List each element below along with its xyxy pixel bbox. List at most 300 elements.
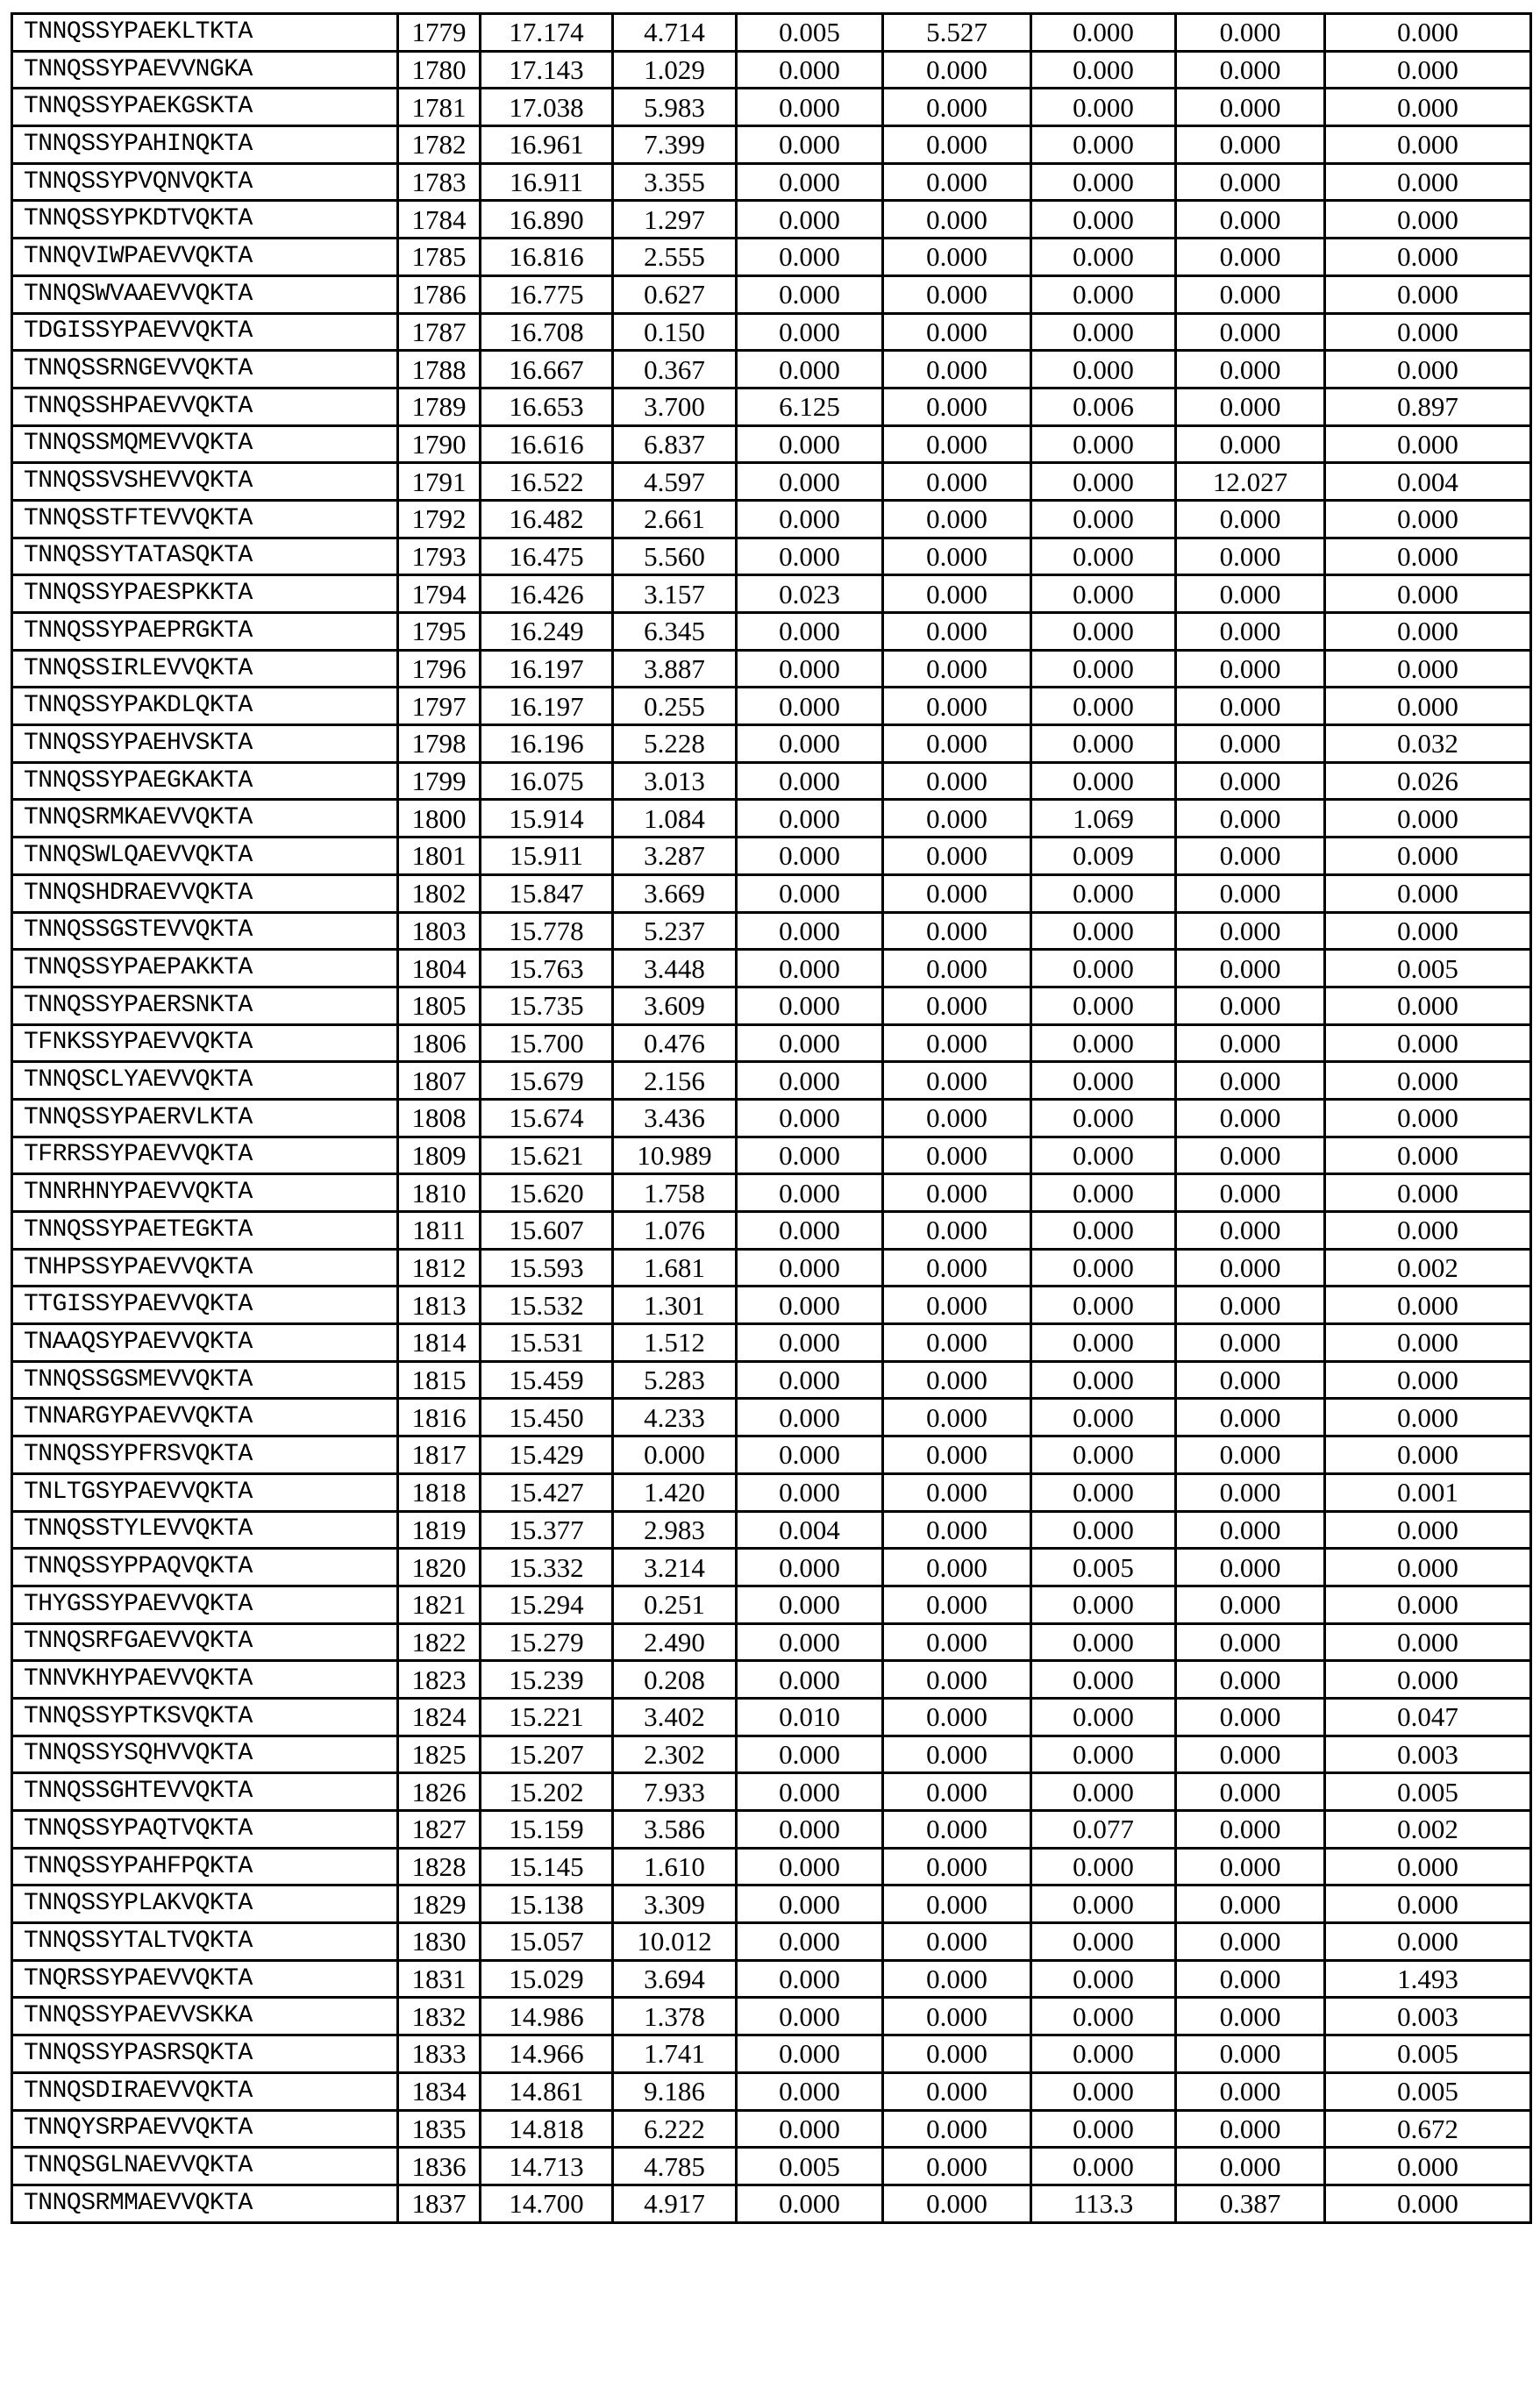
value-cell-2: 4.785 [613,2148,737,2185]
value-cell-2: 5.283 [613,1361,737,1399]
value-cell-5: 0.000 [1031,1473,1176,1511]
value-cell-2: 3.694 [613,1960,737,1998]
seq-id-cell: 1803 [398,912,481,950]
value-cell-5: 0.000 [1031,1586,1176,1623]
sequence-cell: TNNQSSYPLAKVQKTA [12,1885,398,1923]
value-cell-2: 5.983 [613,89,737,126]
value-cell-1: 15.532 [481,1287,613,1324]
value-cell-1: 15.621 [481,1137,613,1174]
value-cell-5: 0.000 [1031,1099,1176,1137]
value-cell-6: 0.000 [1176,838,1325,875]
value-cell-1: 15.847 [481,874,613,912]
table-row [12,1960,1531,1998]
value-cell-5: 0.000 [1031,1773,1176,1811]
value-cell-7: 0.000 [1325,126,1531,164]
value-cell-2: 10.012 [613,1923,737,1961]
value-cell-6: 0.000 [1176,1998,1325,2035]
value-cell-4: 0.000 [883,1099,1031,1137]
value-cell-7: 0.000 [1325,575,1531,613]
value-cell-6: 0.000 [1176,2072,1325,2110]
sequence-cell: TNNARGYPAEVVQKTA [12,1399,398,1436]
sequence-cell: TNNQSSGHTEVVQKTA [12,1773,398,1811]
seq-id-cell: 1831 [398,1960,481,1998]
value-cell-1: 16.961 [481,126,613,164]
value-cell-2: 9.186 [613,2072,737,2110]
table-row [12,1137,1531,1174]
value-cell-2: 3.157 [613,575,737,613]
value-cell-1: 15.674 [481,1099,613,1137]
value-cell-6: 0.000 [1176,275,1325,313]
value-cell-3: 0.000 [737,1099,883,1137]
seq-id-cell: 1815 [398,1361,481,1399]
seq-id-cell: 1792 [398,500,481,538]
value-cell-2: 0.251 [613,1586,737,1623]
value-cell-6: 0.000 [1176,1661,1325,1699]
value-cell-1: 15.531 [481,1324,613,1362]
value-cell-7: 0.003 [1325,1736,1531,1773]
value-cell-3: 0.000 [737,1137,883,1174]
sequence-cell: TNNQSSYPFRSVQKTA [12,1436,398,1474]
seq-id-cell: 1824 [398,1698,481,1736]
value-cell-3: 0.000 [737,275,883,313]
value-cell-7: 0.000 [1325,912,1531,950]
value-cell-4: 0.000 [883,2148,1031,2185]
value-cell-4: 0.000 [883,1885,1031,1923]
value-cell-1: 15.763 [481,950,613,987]
value-cell-3: 0.000 [737,239,883,276]
value-cell-3: 0.000 [737,950,883,987]
value-cell-4: 0.000 [883,1436,1031,1474]
value-cell-6: 0.000 [1176,1511,1325,1549]
table-row [12,14,1531,52]
value-cell-7: 0.000 [1325,1661,1531,1699]
value-cell-2: 6.222 [613,2110,737,2148]
value-cell-1: 16.522 [481,463,613,501]
seq-id-cell: 1804 [398,950,481,987]
value-cell-6: 0.000 [1176,1736,1325,1773]
value-cell-7: 0.000 [1325,1174,1531,1212]
sequence-cell: TNNQSSYPAEGKAKTA [12,762,398,800]
table-row [12,800,1531,838]
value-cell-6: 0.387 [1176,2185,1325,2222]
value-cell-4: 0.000 [883,313,1031,351]
value-cell-3: 0.000 [737,1024,883,1062]
sequence-cell: TNNQSRMKAEVVQKTA [12,800,398,838]
value-cell-3: 0.023 [737,575,883,613]
value-cell-1: 15.607 [481,1212,613,1250]
sequence-cell: TNNQSSYSQHVVQKTA [12,1736,398,1773]
value-cell-6: 0.000 [1176,613,1325,651]
table-row [12,1661,1531,1699]
value-cell-6: 0.000 [1176,1024,1325,1062]
value-cell-6: 0.000 [1176,351,1325,388]
value-cell-4: 0.000 [883,2035,1031,2073]
value-cell-2: 3.609 [613,987,737,1024]
value-cell-7: 0.005 [1325,1773,1531,1811]
value-cell-6: 0.000 [1176,1174,1325,1212]
sequence-cell: TNNQSSYPAQTVQKTA [12,1811,398,1849]
data-table [11,12,1532,2224]
value-cell-3: 0.005 [737,14,883,52]
value-cell-1: 14.818 [481,2110,613,2148]
value-cell-4: 0.000 [883,613,1031,651]
table-row [12,1287,1531,1324]
sequence-cell: TNNQSDIRAEVVQKTA [12,2072,398,2110]
value-cell-4: 0.000 [883,1287,1031,1324]
value-cell-2: 1.758 [613,1174,737,1212]
table-row [12,538,1531,575]
value-cell-5: 0.000 [1031,51,1176,89]
sequence-cell: TNNQSSGSMEVVQKTA [12,1361,398,1399]
value-cell-7: 0.000 [1325,987,1531,1024]
sequence-cell: TNNQSSTYLEVVQKTA [12,1511,398,1549]
value-cell-7: 0.000 [1325,1923,1531,1961]
value-cell-7: 0.000 [1325,650,1531,688]
value-cell-3: 0.000 [737,1848,883,1885]
sequence-cell: TNNQSSYTALTVQKTA [12,1923,398,1961]
value-cell-3: 0.000 [737,1361,883,1399]
value-cell-6: 0.000 [1176,538,1325,575]
value-cell-6: 0.000 [1176,1960,1325,1998]
value-cell-1: 15.429 [481,1436,613,1474]
value-cell-1: 15.911 [481,838,613,875]
table-row [12,239,1531,276]
value-cell-1: 15.202 [481,1773,613,1811]
table-row [12,1361,1531,1399]
value-cell-1: 15.294 [481,1586,613,1623]
table-row [12,838,1531,875]
table-row [12,1698,1531,1736]
value-cell-6: 0.000 [1176,2148,1325,2185]
table-row [12,1623,1531,1661]
value-cell-2: 0.255 [613,688,737,725]
value-cell-5: 0.000 [1031,575,1176,613]
table-row [12,1549,1531,1586]
value-cell-6: 0.000 [1176,1923,1325,1961]
value-cell-4: 0.000 [883,2072,1031,2110]
value-cell-7: 0.003 [1325,1998,1531,2035]
value-cell-7: 0.000 [1325,1399,1531,1436]
seq-id-cell: 1825 [398,1736,481,1773]
value-cell-6: 0.000 [1176,650,1325,688]
value-cell-7: 0.000 [1325,1062,1531,1100]
table-row [12,1174,1531,1212]
value-cell-7: 0.897 [1325,388,1531,425]
value-cell-4: 0.000 [883,2110,1031,2148]
value-cell-3: 0.000 [737,1586,883,1623]
value-cell-6: 0.000 [1176,725,1325,763]
seq-id-cell: 1793 [398,538,481,575]
seq-id-cell: 1801 [398,838,481,875]
value-cell-6: 0.000 [1176,1848,1325,1885]
sequence-cell: TNNQSSYPAHFPQKTA [12,1848,398,1885]
value-cell-3: 0.000 [737,987,883,1024]
value-cell-7: 0.000 [1325,874,1531,912]
value-cell-7: 0.000 [1325,1436,1531,1474]
sequence-cell: TNNQSSYPAEKLTKTA [12,14,398,52]
sequence-cell: TNNQSSIRLEVVQKTA [12,650,398,688]
value-cell-1: 15.057 [481,1923,613,1961]
value-cell-4: 0.000 [883,1736,1031,1773]
value-cell-5: 0.000 [1031,351,1176,388]
sequence-cell: TNNQSSVSHEVVQKTA [12,463,398,501]
seq-id-cell: 1835 [398,2110,481,2148]
seq-id-cell: 1810 [398,1174,481,1212]
seq-id-cell: 1779 [398,14,481,52]
value-cell-1: 15.593 [481,1249,613,1287]
sequence-cell: TNNQSRFGAEVVQKTA [12,1623,398,1661]
value-cell-4: 0.000 [883,1361,1031,1399]
value-cell-1: 15.377 [481,1511,613,1549]
value-cell-1: 16.911 [481,163,613,201]
value-cell-4: 0.000 [883,838,1031,875]
value-cell-7: 0.000 [1325,688,1531,725]
table-row [12,1511,1531,1549]
value-cell-2: 1.741 [613,2035,737,2073]
value-cell-4: 0.000 [883,1511,1031,1549]
value-cell-3: 0.000 [737,1736,883,1773]
value-cell-6: 0.000 [1176,163,1325,201]
sequence-cell: TTGISSYPAEVVQKTA [12,1287,398,1324]
value-cell-4: 0.000 [883,650,1031,688]
value-cell-7: 0.672 [1325,2110,1531,2148]
value-cell-2: 4.714 [613,14,737,52]
value-cell-3: 0.000 [737,1062,883,1100]
value-cell-7: 0.000 [1325,1287,1531,1324]
value-cell-2: 3.436 [613,1099,737,1137]
table-row [12,987,1531,1024]
value-cell-5: 1.069 [1031,800,1176,838]
value-cell-7: 0.000 [1325,538,1531,575]
sequence-cell: TNNQSSMQMEVVQKTA [12,425,398,463]
value-cell-7: 0.000 [1325,14,1531,52]
sequence-cell: TNNQSSYPAETEGKTA [12,1212,398,1250]
value-cell-7: 1.493 [1325,1960,1531,1998]
value-cell-6: 0.000 [1176,1099,1325,1137]
value-cell-4: 0.000 [883,500,1031,538]
value-cell-1: 14.986 [481,1998,613,2035]
value-cell-6: 0.000 [1176,1436,1325,1474]
value-cell-2: 0.367 [613,351,737,388]
sequence-cell: TNNQSSRNGEVVQKTA [12,351,398,388]
value-cell-7: 0.000 [1325,500,1531,538]
value-cell-4: 0.000 [883,1923,1031,1961]
value-cell-6: 0.000 [1176,1287,1325,1324]
value-cell-6: 0.000 [1176,1773,1325,1811]
table-row [12,1736,1531,1773]
table-row [12,874,1531,912]
seq-id-cell: 1787 [398,313,481,351]
table-row [12,313,1531,351]
value-cell-7: 0.000 [1325,1024,1531,1062]
value-cell-5: 0.000 [1031,1361,1176,1399]
value-cell-7: 0.000 [1325,2148,1531,2185]
value-cell-2: 5.560 [613,538,737,575]
sequence-cell: TNNQSGLNAEVVQKTA [12,2148,398,2185]
value-cell-4: 0.000 [883,538,1031,575]
value-cell-1: 15.620 [481,1174,613,1212]
value-cell-5: 0.005 [1031,1549,1176,1586]
value-cell-2: 4.917 [613,2185,737,2222]
value-cell-3: 0.000 [737,51,883,89]
value-cell-1: 16.482 [481,500,613,538]
value-cell-7: 0.000 [1325,1586,1531,1623]
sequence-cell: TNLTGSYPAEVVQKTA [12,1473,398,1511]
value-cell-2: 1.420 [613,1473,737,1511]
sequence-cell: TNAAQSYPAEVVQKTA [12,1324,398,1362]
value-cell-2: 5.228 [613,725,737,763]
seq-id-cell: 1828 [398,1848,481,1885]
seq-id-cell: 1836 [398,2148,481,2185]
sequence-cell: TNNQSSYPAESPKKTA [12,575,398,613]
value-cell-3: 0.000 [737,538,883,575]
value-cell-2: 3.287 [613,838,737,875]
value-cell-5: 113.3 [1031,2185,1176,2222]
table-row [12,1773,1531,1811]
seq-id-cell: 1785 [398,239,481,276]
value-cell-7: 0.000 [1325,1885,1531,1923]
value-cell-5: 0.000 [1031,950,1176,987]
value-cell-6: 0.000 [1176,1473,1325,1511]
table-row [12,2148,1531,2185]
value-cell-1: 16.775 [481,275,613,313]
value-cell-2: 3.700 [613,388,737,425]
value-cell-4: 0.000 [883,51,1031,89]
seq-id-cell: 1798 [398,725,481,763]
value-cell-6: 0.000 [1176,1623,1325,1661]
table-row [12,1923,1531,1961]
value-cell-6: 0.000 [1176,1062,1325,1100]
value-cell-7: 0.000 [1325,1511,1531,1549]
table-row [12,351,1531,388]
value-cell-1: 16.708 [481,313,613,351]
sequence-cell: TNNQSSYPAEKGSKTA [12,89,398,126]
seq-id-cell: 1807 [398,1062,481,1100]
value-cell-5: 0.000 [1031,987,1176,1024]
value-cell-4: 0.000 [883,126,1031,164]
value-cell-1: 16.667 [481,351,613,388]
value-cell-5: 0.000 [1031,874,1176,912]
value-cell-5: 0.000 [1031,1698,1176,1736]
table-row [12,1024,1531,1062]
value-cell-1: 15.207 [481,1736,613,1773]
sequence-cell: TNNQSCLYAEVVQKTA [12,1062,398,1100]
value-cell-3: 0.004 [737,1511,883,1549]
value-cell-3: 0.005 [737,2148,883,2185]
value-cell-5: 0.000 [1031,2072,1176,2110]
seq-id-cell: 1812 [398,1249,481,1287]
value-cell-2: 1.076 [613,1212,737,1250]
value-cell-5: 0.000 [1031,239,1176,276]
table-row [12,2110,1531,2148]
value-cell-3: 0.000 [737,1661,883,1699]
table-row [12,912,1531,950]
table-row [12,1811,1531,1849]
sequence-cell: TNNQSSYPASRSQKTA [12,2035,398,2073]
value-cell-3: 0.000 [737,912,883,950]
value-cell-7: 0.005 [1325,2072,1531,2110]
value-cell-5: 0.000 [1031,613,1176,651]
value-cell-2: 0.000 [613,1436,737,1474]
seq-id-cell: 1817 [398,1436,481,1474]
value-cell-6: 0.000 [1176,201,1325,239]
value-cell-5: 0.000 [1031,1885,1176,1923]
value-cell-3: 0.000 [737,351,883,388]
value-cell-5: 0.000 [1031,126,1176,164]
value-cell-7: 0.026 [1325,762,1531,800]
value-cell-6: 12.027 [1176,463,1325,501]
value-cell-1: 15.239 [481,1661,613,1699]
sequence-cell: TNNQYSRPAEVVQKTA [12,2110,398,2148]
value-cell-1: 15.279 [481,1623,613,1661]
value-cell-1: 17.174 [481,14,613,52]
value-cell-2: 10.989 [613,1137,737,1174]
value-cell-5: 0.000 [1031,1923,1176,1961]
value-cell-3: 0.000 [737,1399,883,1436]
value-cell-1: 16.197 [481,688,613,725]
table-row [12,725,1531,763]
value-cell-4: 0.000 [883,1848,1031,1885]
value-cell-3: 0.000 [737,1998,883,2035]
value-cell-4: 0.000 [883,800,1031,838]
value-cell-4: 0.000 [883,1324,1031,1362]
value-cell-3: 0.000 [737,463,883,501]
value-cell-2: 1.297 [613,201,737,239]
value-cell-1: 16.426 [481,575,613,613]
table-row [12,1324,1531,1362]
value-cell-4: 0.000 [883,1960,1031,1998]
value-cell-5: 0.000 [1031,1998,1176,2035]
table-row [12,1473,1531,1511]
value-cell-7: 0.000 [1325,425,1531,463]
value-cell-7: 0.000 [1325,89,1531,126]
table-row [12,762,1531,800]
table-row [12,688,1531,725]
table-row [12,2072,1531,2110]
seq-id-cell: 1811 [398,1212,481,1250]
value-cell-5: 0.000 [1031,1324,1176,1362]
sequence-cell: TNNQSWLQAEVVQKTA [12,838,398,875]
value-cell-5: 0.000 [1031,163,1176,201]
value-cell-5: 0.000 [1031,1736,1176,1773]
value-cell-7: 0.000 [1325,613,1531,651]
seq-id-cell: 1813 [398,1287,481,1324]
seq-id-cell: 1791 [398,463,481,501]
seq-id-cell: 1822 [398,1623,481,1661]
table-body [12,14,1531,2223]
value-cell-4: 0.000 [883,1549,1031,1586]
table-row [12,2185,1531,2222]
seq-id-cell: 1784 [398,201,481,239]
value-cell-2: 1.084 [613,800,737,838]
value-cell-1: 16.197 [481,650,613,688]
value-cell-1: 16.890 [481,201,613,239]
value-cell-7: 0.005 [1325,950,1531,987]
sequence-cell: TNNQSSYPAEVVNGKA [12,51,398,89]
value-cell-2: 3.355 [613,163,737,201]
seq-id-cell: 1794 [398,575,481,613]
value-cell-3: 0.000 [737,1623,883,1661]
value-cell-2: 1.029 [613,51,737,89]
value-cell-4: 0.000 [883,1174,1031,1212]
value-cell-1: 15.159 [481,1811,613,1849]
seq-id-cell: 1790 [398,425,481,463]
value-cell-4: 0.000 [883,89,1031,126]
value-cell-2: 4.597 [613,463,737,501]
value-cell-4: 0.000 [883,688,1031,725]
value-cell-7: 0.047 [1325,1698,1531,1736]
value-cell-5: 0.000 [1031,1174,1176,1212]
